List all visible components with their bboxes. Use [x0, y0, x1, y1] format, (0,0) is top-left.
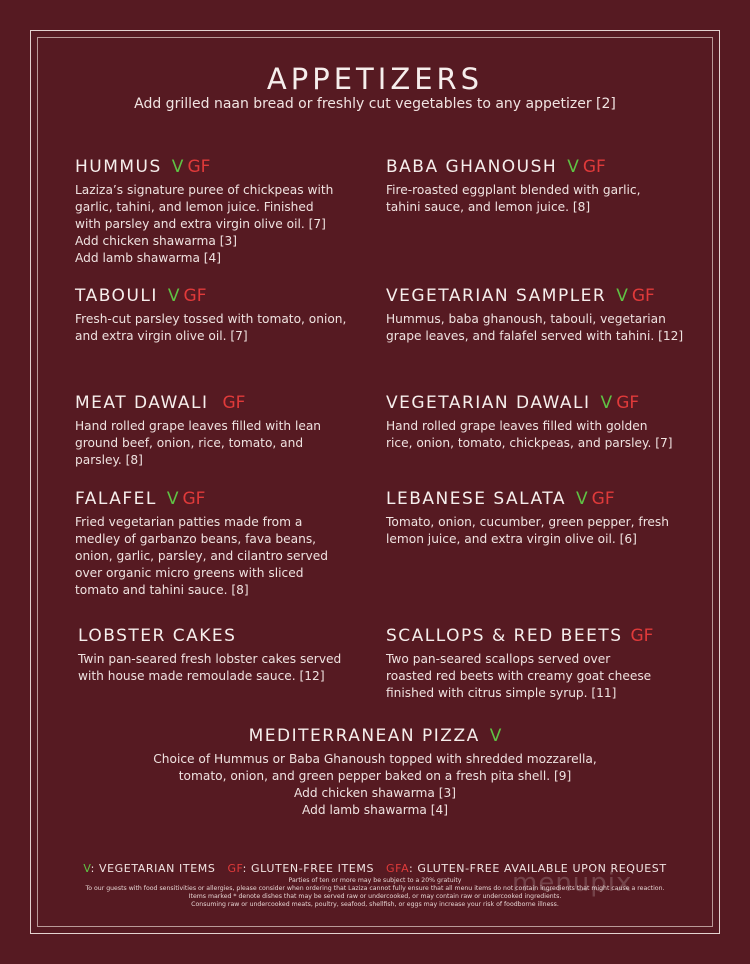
legend-gfa-text: : GLUTEN-FREE AVAILABLE UPON REQUEST	[409, 862, 667, 875]
gluten-free-tag: GF	[616, 393, 640, 413]
item-description: Choice of Hummus or Baba Ghanoush topped with shredded mozzarella, tomato, onion, and green pepper baked on a fresh pita shell. [9] Add chicken shawarma [3] Add lamb shawarma [4]	[153, 752, 597, 817]
item-description: Hummus, baba ghanoush, tabouli, vegetarian grape leaves, and falafel served with tahini. [12]	[386, 312, 684, 343]
legend-vegetarian-key: V	[83, 862, 91, 875]
gluten-free-tag: GF	[630, 626, 654, 646]
menu-item-tabouli	[75, 286, 375, 345]
vegetarian-tag: V	[167, 286, 180, 306]
item-name: MEDITERRANEAN PIZZA	[248, 726, 480, 746]
menu-item-mediterranean-pizza	[0, 726, 750, 819]
item-name: VEGETARIAN SAMPLER	[386, 286, 607, 306]
menu-item-meat-dawali	[75, 393, 375, 469]
gluten-free-tag: GF	[591, 489, 615, 509]
item-name: FALAFEL	[75, 489, 157, 509]
item-name: LEBANESE SALATA	[386, 489, 566, 509]
legend-gluten-free-key: GF	[227, 862, 243, 875]
legend-gluten-free-text: : GLUTEN-FREE ITEMS	[242, 862, 375, 875]
item-name: VEGETARIAN DAWALI	[386, 393, 591, 413]
fine-print-raw-items: Items marked * denote dishes that may be served raw or undercooked, or may contain raw or undercooked ingredients.	[188, 893, 562, 900]
fine-print-gratuity: Parties of ten or more may be subject to a 20% gratuity	[288, 877, 462, 884]
gluten-free-tag: GF	[182, 489, 206, 509]
item-name: HUMMUS	[75, 157, 162, 177]
menu-item-vegetarian-dawali	[386, 393, 706, 452]
fine-print-allergies: To our guests with food sensitivities or allergies, please consider when ordering that Laziza cannot fully ensure that all menu items do not contain ingredients that might cause a reaction.	[85, 885, 665, 892]
item-description: Fresh-cut parsley tossed with tomato, onion, and extra virgin olive oil. [7]	[75, 312, 347, 343]
vegetarian-tag: V	[489, 726, 502, 746]
menu-item-lebanese-salata	[386, 489, 706, 548]
item-description: Two pan-seared scallops served over roasted red beets with creamy goat cheese finished with citrus simple syrup. [11]	[386, 652, 652, 700]
gluten-free-tag: GF	[183, 286, 207, 306]
vegetarian-tag: V	[600, 393, 613, 413]
item-description: Tomato, onion, cucumber, green pepper, fresh lemon juice, and extra virgin olive oil. [6]	[386, 515, 670, 546]
menu-item-hummus	[75, 157, 375, 267]
vegetarian-tag: V	[171, 157, 184, 177]
watermark-logo: menupix	[512, 868, 633, 898]
item-name: MEAT DAWALI	[75, 393, 209, 413]
item-name: TABOULI	[75, 286, 158, 306]
menu-item-scallops-red-beets	[386, 626, 706, 702]
item-name: SCALLOPS & RED BEETS	[386, 626, 623, 646]
menu-item-baba-ghanoush	[386, 157, 706, 216]
menu-item-vegetarian-sampler	[386, 286, 706, 345]
item-description: Twin pan-seared fresh lobster cakes served with house made remoulade sauce. [12]	[78, 652, 342, 683]
gluten-free-tag: GF	[187, 157, 211, 177]
gluten-free-tag: GF	[631, 286, 655, 306]
vegetarian-tag: V	[616, 286, 628, 306]
item-description: Fried vegetarian patties made from a medley of garbanzo beans, fava beans, onion, garlic, parsley, and cilantro served over organic micro greens with sliced tomato and tahini sauce. [8]	[75, 515, 328, 597]
dietary-legend	[0, 862, 750, 875]
item-name: BABA GHANOUSH	[386, 157, 558, 177]
item-description: Hand rolled grape leaves filled with lean ground beef, onion, rice, tomato, and parsley. [8]	[75, 419, 322, 467]
item-description: Hand rolled grape leaves filled with golden rice, onion, tomato, chickpeas, and parsley. [7]	[386, 419, 673, 450]
section-subtitle: Add grilled naan bread or freshly cut vegetables to any appetizer [2]	[134, 96, 616, 112]
vegetarian-tag: V	[166, 489, 179, 509]
vegetarian-tag: V	[576, 489, 588, 509]
vegetarian-tag: V	[567, 157, 579, 177]
menu-item-falafel	[75, 489, 375, 599]
section-title: APPETIZERS	[266, 62, 484, 96]
menu-item-lobster-cakes	[78, 626, 378, 685]
item-description: Fire-roasted eggplant blended with garlic, tahini sauce, and lemon juice. [8]	[386, 183, 641, 214]
gluten-free-tag: GF	[222, 393, 246, 413]
gluten-free-tag: GF	[582, 157, 606, 177]
legend-gfa-key: GFA	[386, 862, 410, 875]
item-description: Laziza’s signature puree of chickpeas with garlic, tahini, and lemon juice. Finished with parsley and extra virgin olive oil. [7] Add chicken shawarma [3] Add lamb shawarma [4]	[75, 183, 334, 265]
item-name: LOBSTER CAKES	[78, 626, 237, 646]
fine-print-consumption-warning: Consuming raw or undercooked meats, poultry, seafood, shellfish, or eggs may increase your risk of foodborne illness.	[191, 901, 559, 908]
legend-vegetarian-text: : VEGETARIAN ITEMS	[90, 862, 216, 875]
